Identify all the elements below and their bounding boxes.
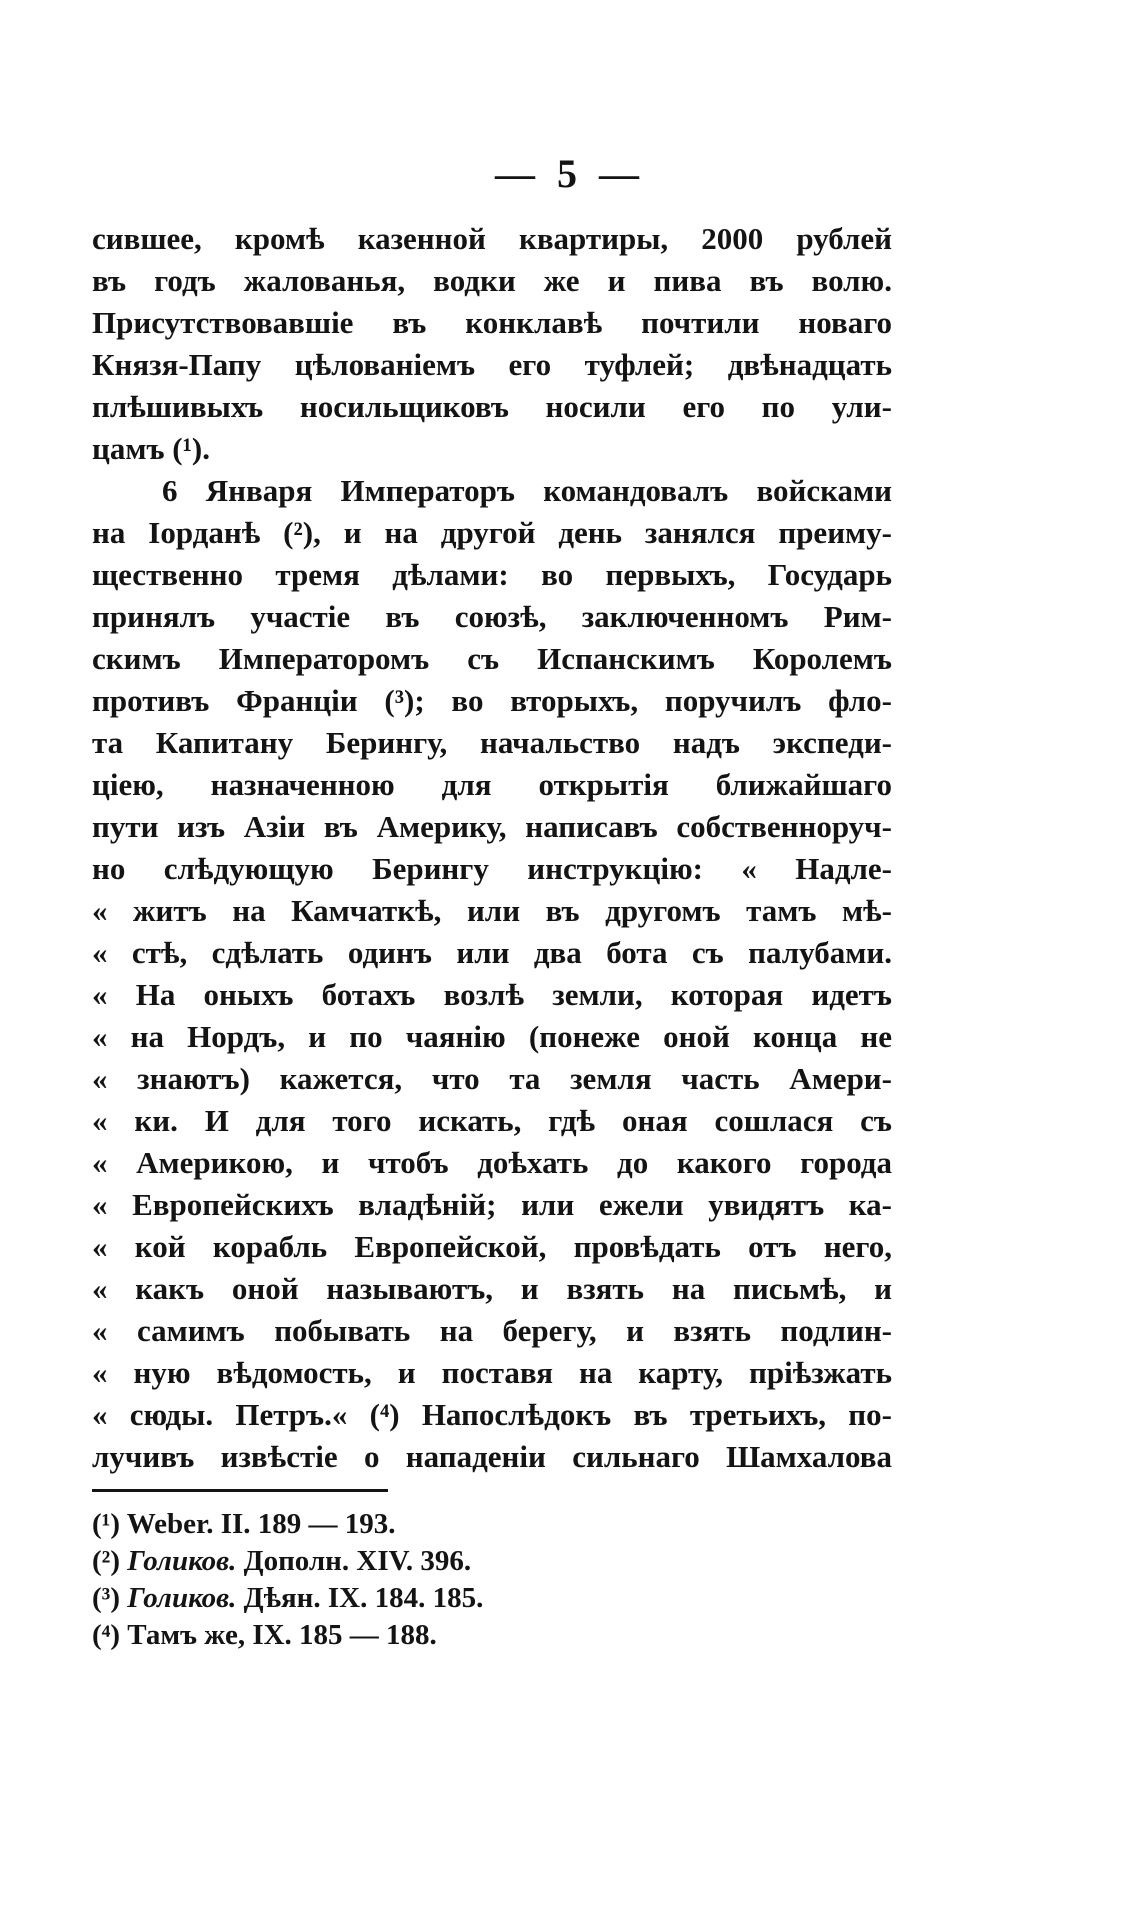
footnote-4 <box>92 1617 892 1654</box>
text-line: сившее, кромѣ казенной квартиры, 2000 рублей <box>92 221 892 256</box>
footnote-mark: (²) <box>92 1545 121 1577</box>
text-line: « кой корабль Европейской, провѣдать отъ него, <box>92 1229 892 1264</box>
footnote-divider <box>92 1489 388 1492</box>
footnote-1 <box>92 1506 892 1543</box>
text-line: плѣшивыхъ носильщиковъ носили его по ули- <box>92 389 892 424</box>
text-line: въ годъ жалованья, водки же и пива въ волю. <box>92 263 892 298</box>
footnote-text: Дѣян. IX. 184. 185. <box>243 1582 484 1614</box>
text-line: пути изъ Азіи въ Америку, написавъ собственноруч- <box>92 809 892 844</box>
footnotes <box>92 1506 892 1654</box>
text-line: цамъ (¹). <box>92 431 210 466</box>
footnote-text: Дополн. XIV. 396. <box>243 1545 472 1577</box>
text-line: « знаютъ) кажется, что та земля часть Амери- <box>92 1061 892 1096</box>
text-line: Князя-Папу цѣлованіемъ его туфлей; двѣнадцать <box>92 347 892 382</box>
text-line: « житъ на Камчаткѣ, или въ другомъ тамъ мѣ- <box>92 893 892 928</box>
body-text <box>92 218 892 1478</box>
footnote-mark: (⁴) <box>92 1619 121 1651</box>
footnote-text: Weber. II. 189 — 193. <box>126 1508 396 1540</box>
text-line: « Европейскихъ владѣній; или ежели увидятъ ка- <box>92 1187 892 1222</box>
text-line: « ки. И для того искать, гдѣ оная сошлася съ <box>92 1103 892 1138</box>
text-line: на Іорданѣ (²), и на другой день занялся преиму- <box>92 515 892 550</box>
text-line: « ную вѣдомость, и поставя на карту, пріѣзжать <box>92 1355 892 1390</box>
text-line: та Капитану Берингу, начальство надъ экспеди- <box>92 725 892 760</box>
text-line: лучивъ извѣстіе о нападеніи сильнаго Шамхалова <box>92 1439 892 1474</box>
text-line: щественно тремя дѣлами: во первыхъ, Государь <box>92 557 892 592</box>
text-line: « Америкою, и чтобъ доѣхать до какого города <box>92 1145 892 1180</box>
footnote-author: Голиков. <box>127 1545 237 1577</box>
text-line: принялъ участіе въ союзѣ, заключенномъ Рим- <box>92 599 892 634</box>
footnote-author: Голиков. <box>127 1582 237 1614</box>
text-line: « какъ оной называютъ, и взять на письмѣ, и <box>92 1271 892 1306</box>
text-line: ціею, назначенною для открытія ближайшаго <box>92 767 892 802</box>
text-line: « самимъ побывать на берегу, и взять подлин- <box>92 1313 892 1348</box>
footnote-text: Тамъ же, IX. 185 — 188. <box>127 1619 437 1651</box>
text-line: противъ Франціи (³); во вторыхъ, поручилъ фло- <box>92 683 892 718</box>
text-line: « стѣ, сдѣлать одинъ или два бота съ палубами. <box>92 935 892 970</box>
footnote-mark: (¹) <box>92 1508 121 1540</box>
text-line: но слѣдующую Берингу инструкцію: « Надле- <box>92 851 892 886</box>
footnote-mark: (³) <box>92 1582 121 1614</box>
text-line: « На оныхъ ботахъ возлѣ земли, которая идетъ <box>92 977 892 1012</box>
text-line: « на Нордъ, и по чаянію (понеже оной конца не <box>92 1019 892 1054</box>
footnote-2 <box>92 1543 892 1580</box>
text-line: Присутствовавшіе въ конклавѣ почтили новаго <box>92 305 892 340</box>
text-line: « сюды. Петръ.« (⁴) Напослѣдокъ въ третьихъ, по- <box>92 1397 892 1432</box>
text-line: 6 Января Императоръ командовалъ войсками <box>162 473 892 508</box>
text-line: скимъ Императоромъ съ Испанскимъ Королемъ <box>92 641 892 676</box>
footnote-3 <box>92 1580 892 1617</box>
page-number: — 5 — <box>495 151 645 196</box>
